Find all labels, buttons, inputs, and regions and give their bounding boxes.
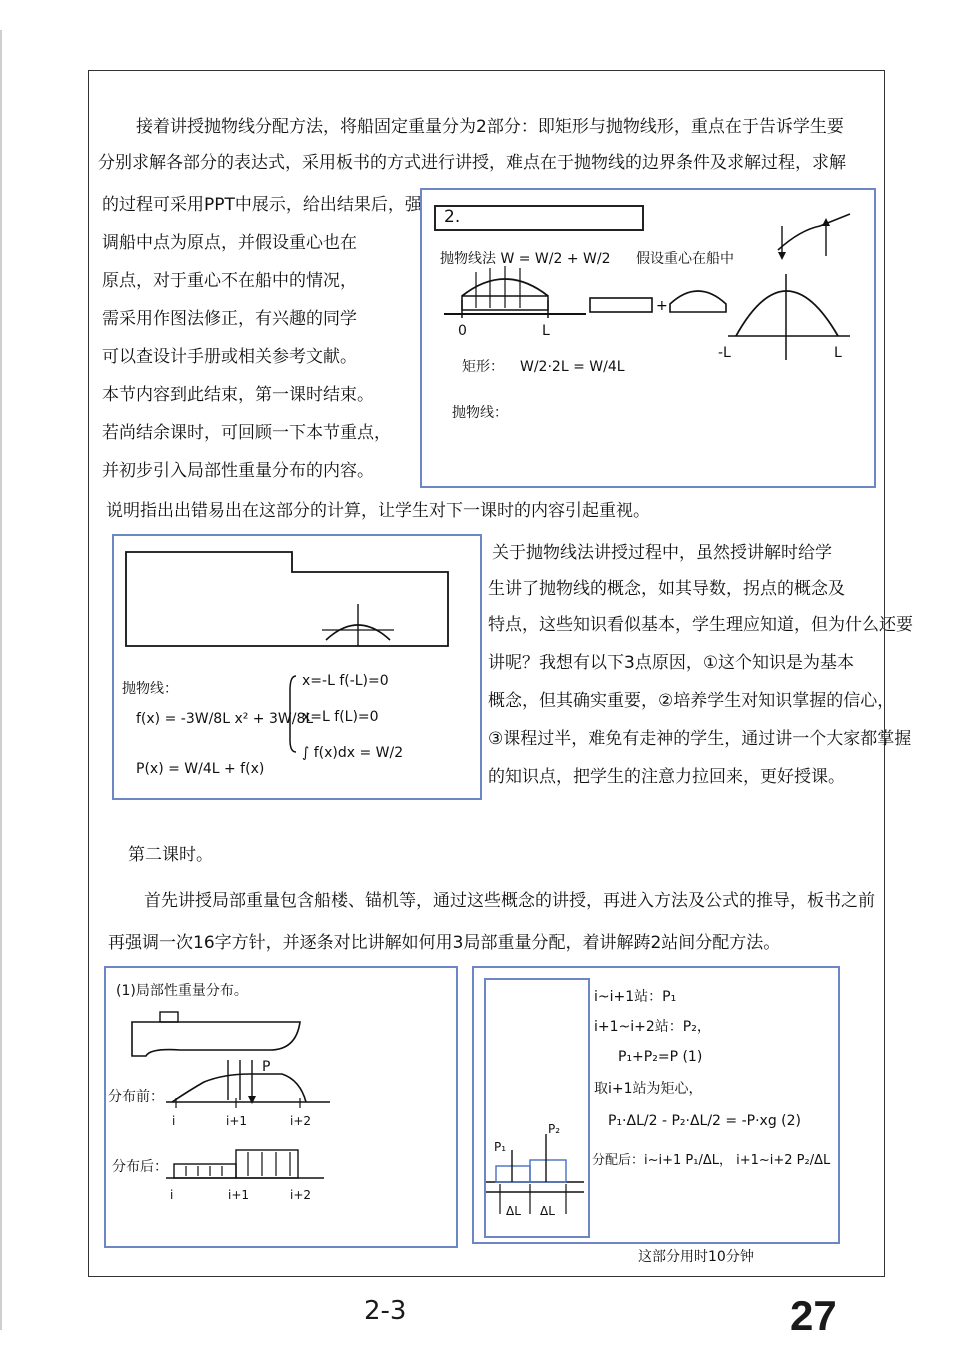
para3-line1: 首先讲授局部重量包含船楼、锚机等，通过这些概念的讲授，再进入方法及公式的推导，板书之前: [144, 891, 875, 911]
footer-code: 2-3: [364, 1296, 407, 1326]
para1-line11: 说明指出出错易出在这部分的计算，让学生对下一课时的内容引起重视。: [106, 501, 650, 521]
figure1-formula: 抛物线法 W = W/2 + W/2: [440, 251, 611, 267]
figure1-assume: 假设重心在船中: [636, 251, 734, 267]
figure2-title: 抛物线：: [122, 681, 178, 697]
figure1-label: 2.: [444, 207, 461, 227]
para2-line3: 特点，这些知识看似基本，学生理应知道，但为什么还要: [488, 615, 913, 635]
section2-title: 第二课时。: [128, 845, 213, 865]
para1-line9: 若尚结余课时，可回顾一下本节重点，: [102, 423, 391, 443]
figure2-px: P(x) = W/4L + f(x): [136, 761, 265, 777]
figure4-line3: P₁+P₂=P (1): [618, 1049, 703, 1065]
page-number: 27: [790, 1292, 837, 1339]
para1-line5: 原点，对于重心不在船中的情况，: [102, 271, 357, 291]
para1-line7: 可以查设计手册或相关参考文献。: [102, 347, 357, 367]
figure4-line2: i+1~i+2站：P₂，: [594, 1019, 711, 1035]
figure1-axis-zero: 0: [458, 323, 467, 339]
para2-line6: ③课程过半，难免有走神的学生，通过讲一个大家都掌握: [488, 729, 912, 749]
para1-line3: 的过程可采用PPT中展示，给出结果后，强: [102, 195, 422, 215]
figure4-line4: 取i+1站为矩心，: [594, 1081, 703, 1097]
figure2-fx: f(x) = -3W/8L x² + 3W/8L: [136, 711, 314, 727]
figure2-cond1: x=-L f(-L)=0: [302, 673, 389, 689]
para2-line4: 讲呢？我想有以下3点原因，①这个知识是为基本: [488, 653, 855, 673]
figure1-rect-formula: W/2·2L = W/4L: [520, 359, 625, 375]
figure3-tick-i1-after: i+1: [228, 1188, 250, 1202]
figure1-parabola-label: 抛物线：: [452, 405, 508, 421]
figure3-tick-i2-after: i+2: [290, 1188, 312, 1202]
figure1-axis-posL: L: [834, 345, 842, 361]
figure4-P2: P₂: [548, 1122, 561, 1136]
figure4-dL1: ΔL: [506, 1204, 521, 1218]
para1-line4: 调船中点为原点，并假设重心也在: [102, 233, 357, 253]
figure3-tick-i-after: i: [170, 1188, 174, 1202]
para2-line2: 生讲了抛物线的概念，如其导数，拐点的概念及: [488, 579, 845, 599]
para1-line6: 需采用作图法修正，有兴趣的同学: [102, 309, 357, 329]
para2-line7: 的知识点，把学生的注意力拉回来，更好授课。: [488, 767, 845, 787]
figure1-axis-L: L: [542, 323, 550, 339]
figure3-tick-i-before: i: [172, 1114, 176, 1128]
para1-line8: 本节内容到此结束，第一课时结束。: [102, 385, 374, 405]
svg-text:+: +: [656, 298, 668, 314]
figure3-title: (1)局部性重量分布。: [116, 983, 248, 999]
time-note: 这部分用时10分钟: [638, 1249, 754, 1265]
para1-line10: 并初步引入局部性重量分布的内容。: [102, 461, 374, 481]
figure2-cond2: x=L f(L)=0: [302, 709, 379, 725]
figure3-P: P: [262, 1059, 271, 1075]
para3-line2: 再强调一次16字方针，并逐条对比讲解如何用3局部重量分配，着讲解踌2站间分配方法。: [108, 933, 781, 953]
figure3-before: 分布前：: [108, 1089, 164, 1105]
figure4-dL2: ΔL: [540, 1204, 555, 1218]
figure4-line5: P₁·ΔL/2 - P₂·ΔL/2 = -P·xg (2): [608, 1113, 801, 1129]
figure4-line6: 分配后：i~i+1 P₁/ΔL， i+1~i+2 P₂/ΔL: [592, 1153, 831, 1168]
figure3-tick-i1-before: i+1: [226, 1114, 248, 1128]
figure1-axis-negL: -L: [718, 345, 731, 361]
figure4-line1: i~i+1站：P₁: [594, 989, 677, 1005]
figure2-cond3: ∫ f(x)dx = W/2: [302, 745, 404, 761]
para1-line1: 接着讲授抛物线分配方法，将船固定重量分为2部分：即矩形与抛物线形，重点在于告诉学生要: [136, 117, 844, 137]
figure1-rect-label: 矩形：: [462, 359, 504, 375]
figure4-P1: P₁: [494, 1140, 507, 1154]
para2-line1: 关于抛物线法讲授过程中，虽然授讲解时给学: [492, 543, 832, 563]
figure3-after: 分布后：: [112, 1159, 168, 1175]
figure3-tick-i2-before: i+2: [290, 1114, 312, 1128]
para2-line5: 概念，但其确实重要，②培养学生对知识掌握的信心，: [488, 691, 895, 711]
para1-line2: 分别求解各部分的表达式，采用板书的方式进行讲授，难点在于抛物线的边界条件及求解过程，求解: [98, 153, 846, 173]
